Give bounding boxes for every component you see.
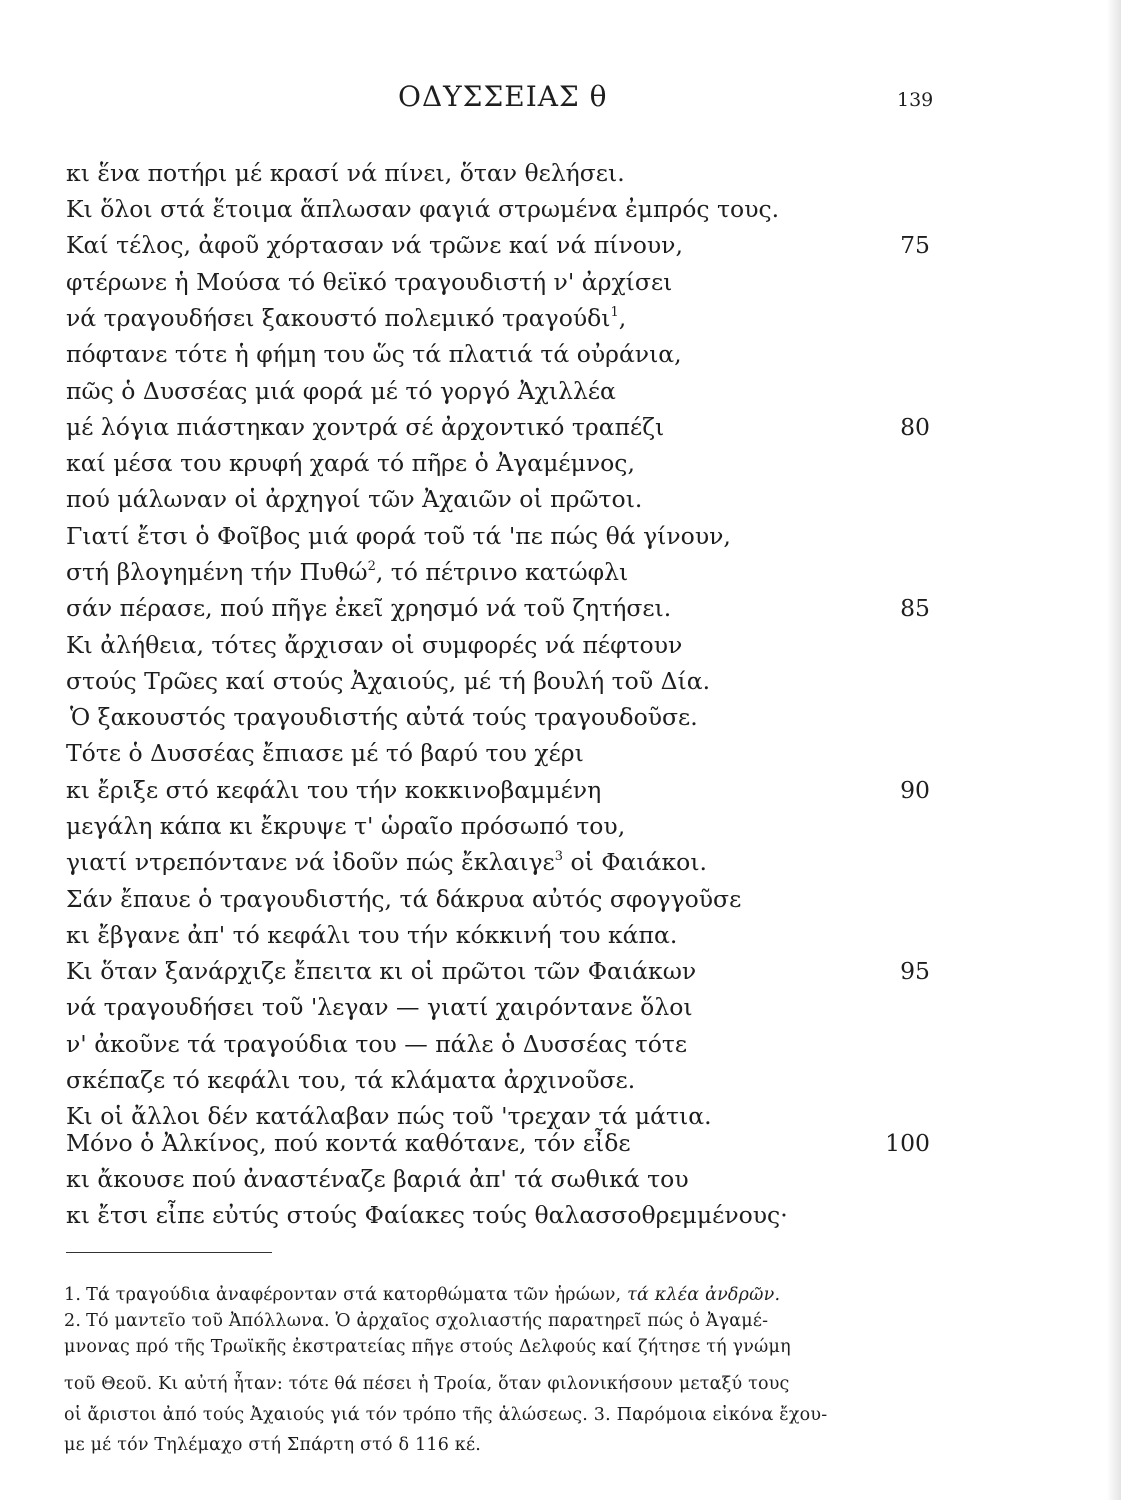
verse-text: Κι ἀλήθεια, τότες ἄρχισαν οἱ συμφορές νά πέφτουν — [66, 631, 683, 659]
verse-text: κι ἕνα ποτήρι μέ κρασί νά πίνει, ὅταν θελήσει. — [66, 159, 625, 187]
verse-line — [66, 373, 936, 409]
line-number: 90 — [900, 776, 930, 804]
verse-text: στή βλογημένη τήν Πυθώ$^2$, τό πέτρινο κατώφλι — [66, 558, 629, 586]
verse-line — [66, 554, 936, 590]
verse-text: στούς Τρῶες καί στούς Ἀχαιούς, μέ τή βουλή τοῦ Δία. — [66, 667, 711, 695]
footnote-marker: 1 — [610, 305, 619, 320]
verse-line — [66, 989, 936, 1025]
running-header-title: ΟΔΥΣΣΕΙΑΣ θ — [398, 80, 608, 113]
page-number: 139 — [897, 89, 934, 111]
verse-line — [66, 735, 936, 771]
verse-text: πῶς ὁ Δυσσέας μιά φορά μέ τό γοργό Ἀχιλλέα — [66, 377, 616, 405]
verse-text: σκέπαζε τό κεφάλι του, τά κλάματα ἀρχινοῦσε. — [66, 1066, 636, 1094]
verse-line — [66, 772, 936, 808]
line-number: 75 — [900, 231, 930, 259]
line-number: 80 — [900, 413, 930, 441]
verse-line — [66, 227, 936, 263]
verse-text: Καί τέλος, ἀφοῦ χόρτασαν νά τρῶνε καί νά πίνουν, — [66, 231, 683, 259]
footnote-text: μνονας πρό τῆς Τρωϊκῆς ἐκστρατείας πῆγε στούς Δελφούς καί ζήτησε τή γνώμη — [64, 1337, 791, 1357]
verse-line — [66, 1062, 936, 1098]
line-number: 95 — [900, 957, 930, 985]
verse-line — [66, 590, 936, 626]
verse-line — [66, 300, 936, 336]
verse-line — [66, 917, 936, 953]
footnote-marker: 3 — [554, 849, 563, 864]
verse-line — [66, 808, 936, 844]
verse-line — [66, 953, 936, 989]
verse-line — [66, 1161, 936, 1197]
verse-text: Γιατί ἔτσι ὁ Φοῖβος μιά φορά τοῦ τά 'πε πώς θά γίνουν, — [66, 522, 731, 550]
verse-line — [66, 699, 936, 735]
verse-line — [66, 844, 936, 880]
verse-line — [66, 191, 936, 227]
verse-line — [66, 1125, 936, 1161]
footnote-text: τοῦ Θεοῦ. Κι αὐτή ἦταν: τότε θά πέσει ἡ Τροία, ὅταν φιλονικήσουν μεταξύ τους — [64, 1374, 790, 1394]
verse-text: γιατί ντρεπόντανε νά ἰδοῦν πώς ἔκλαιγε$^3$ οἱ Φαιάκοι. — [66, 848, 708, 876]
line-number: 100 — [885, 1129, 930, 1157]
footnote-divider — [66, 1252, 272, 1253]
verse-line — [66, 155, 936, 191]
verse-text: πού μάλωναν οἱ ἀρχηγοί τῶν Ἀχαιῶν οἱ πρῶτοι. — [66, 485, 643, 513]
verse-text: νά τραγουδήσει τοῦ 'λεγαν — γιατί χαιρόντανε ὅλοι — [66, 993, 693, 1021]
verse-text: κι ἔτσι εἶπε εὐτύς στούς Φαίακες τούς θαλασσοθρεμμένους· — [66, 1201, 788, 1229]
verse-text: κι ἔβγανε ἀπ' τό κεφάλι του τήν κόκκινή του κάπα. — [66, 921, 678, 949]
verse-line — [66, 627, 936, 663]
verse-text: Σάν ἔπαυε ὁ τραγουδιστής, τά δάκρυα αὐτός σφογγοῦσε — [66, 885, 742, 913]
verse-text: Ὁ ξακουστός τραγουδιστής αὐτά τούς τραγουδοῦσε. — [70, 703, 698, 731]
verse-text: μέ λόγια πιάστηκαν χοντρά σέ ἀρχοντικό τραπέζι — [66, 413, 665, 441]
footnote-line — [64, 1402, 934, 1428]
verse-line — [66, 881, 936, 917]
footnote-italic-text: τά κλέα ἀνδρῶν. — [627, 1285, 781, 1305]
verse-text: κι ἄκουσε πού ἀναστέναζε βαριά ἀπ' τά σωθικά του — [66, 1165, 689, 1193]
footnote-number: 1. — [64, 1285, 82, 1305]
verse-text: μεγάλη κάπα κι ἔκρυψε τ' ὡραῖο πρόσωπό του, — [66, 812, 626, 840]
verse-text: καί μέσα του κρυφή χαρά τό πῆρε ὁ Ἀγαμέμνος, — [66, 449, 635, 477]
verse-text: Κι ὅταν ξανάρχιζε ἔπειτα κι οἱ πρῶτοι τῶν Φαιάκων — [66, 957, 697, 985]
verse-line — [66, 1026, 936, 1062]
verse-text: Κι ὅλοι στά ἕτοιμα ἅπλωσαν φαγιά στρωμένα ἐμπρός τους. — [66, 195, 780, 223]
verse-line — [66, 336, 936, 372]
verse-line — [66, 663, 936, 699]
verse-line — [66, 481, 936, 517]
footnote-line — [64, 1371, 934, 1397]
footnote-line — [64, 1308, 934, 1334]
footnote-text: Τό μαντεῖο τοῦ Ἀπόλλωνα. Ὁ ἀρχαῖος σχολιαστής παρατηρεῖ πώς ὁ Ἀγαμέ- — [86, 1311, 769, 1331]
verse-text: νά τραγουδήσει ξακουστό πολεμικό τραγούδι$^1$, — [66, 304, 627, 332]
verse-text: Κι οἱ ἄλλοι δέν κατάλαβαν πώς τοῦ 'τρεχαν τά μάτια. — [66, 1102, 712, 1130]
verse-text: φτέρωνε ἡ Μούσα τό θεϊκό τραγουδιστή ν' ἀρχίσει — [66, 268, 673, 296]
page-edge-shadow — [1107, 0, 1121, 1500]
footnote-line — [64, 1334, 934, 1360]
footnote-number: 2. — [64, 1311, 82, 1331]
footnote-line — [64, 1432, 934, 1458]
footnote-text: οἱ ἄριστοι ἀπό τούς Ἀχαιούς γιά τόν τρόπο τῆς ἁλώσεως. 3. Παρόμοια εἰκόνα ἔχου- — [64, 1405, 828, 1425]
verse-text: πόφτανε τότε ἡ φήμη του ὥς τά πλατιά τά οὐράνια, — [66, 340, 682, 368]
footnote-marker: 2 — [367, 559, 376, 574]
verse-text: κι ἔριξε στό κεφάλι του τήν κοκκινοβαμμένη — [66, 776, 602, 804]
verse-text: Τότε ὁ Δυσσέας ἔπιασε μέ τό βαρύ του χέρι — [66, 739, 584, 767]
verse-line — [66, 518, 936, 554]
verse-text: σάν πέρασε, πού πῆγε ἐκεῖ χρησμό νά τοῦ ζητήσει. — [66, 594, 672, 622]
line-number: 85 — [900, 594, 930, 622]
verse-line — [66, 1197, 936, 1233]
footnote-text: Τά τραγούδια ἀναφέρονταν στά κατορθώματα τῶν ἡρώων, — [86, 1285, 628, 1305]
verse-line — [66, 445, 936, 481]
footnote-text: με μέ τόν Τηλέμαχο στή Σπάρτη στό δ 116 κέ. — [64, 1435, 481, 1455]
verse-line — [66, 409, 936, 445]
verse-line — [66, 264, 936, 300]
verse-text: Μόνο ὁ Ἀλκίνος, πού κοντά καθότανε, τόν εἶδε — [66, 1129, 631, 1157]
verse-text: ν' ἀκοῦνε τά τραγούδια του — πάλε ὁ Δυσσέας τότε — [66, 1030, 688, 1058]
footnote-line — [64, 1282, 934, 1308]
